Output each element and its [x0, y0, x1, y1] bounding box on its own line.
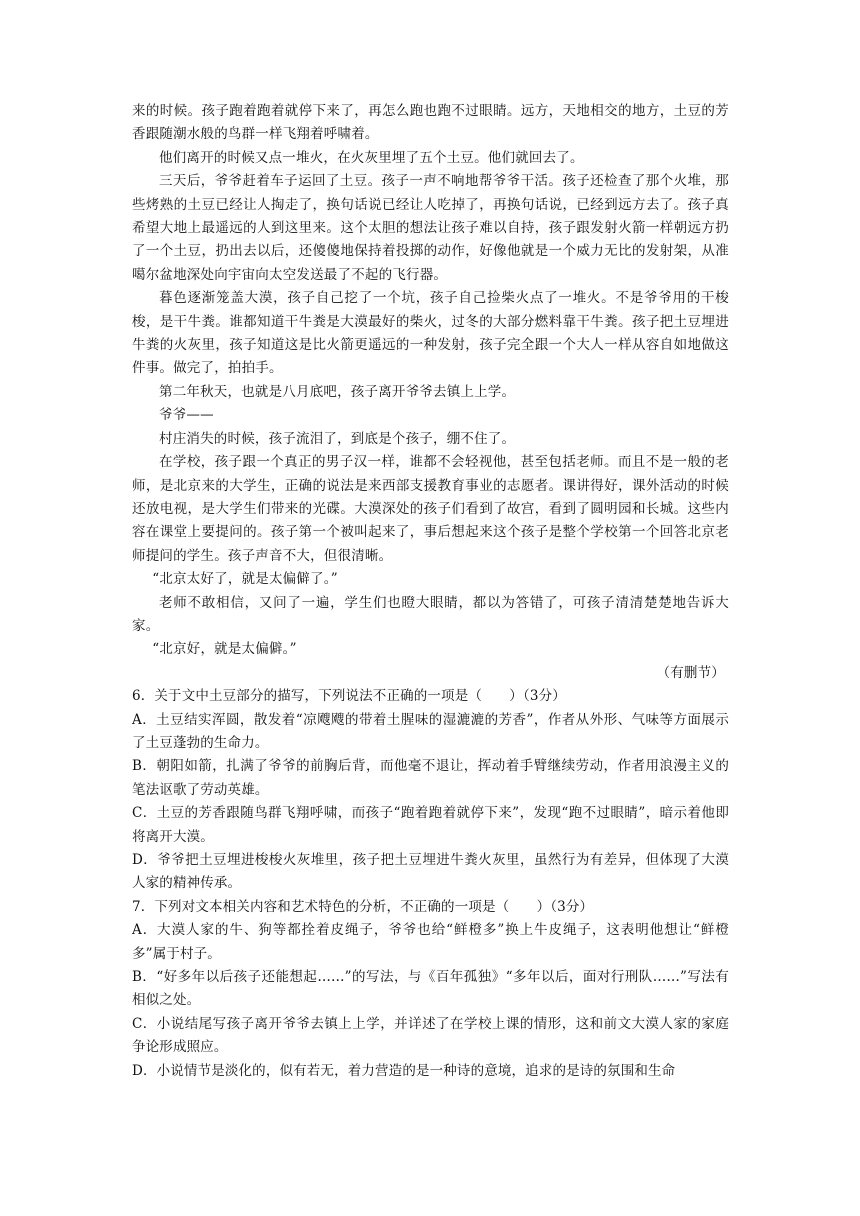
option-b: B．朝阳如箭，扎满了爷爷的前胸后背，而他毫不退让，挥动着手臂继续劳动，作者用浪漫主义的笔法讴歌了劳动英雄。 [132, 758, 729, 798]
passage-paragraph: 他们离开的时候又点一堆火，在火灰里埋了五个土豆。他们就回去了。 [159, 149, 584, 166]
option-a: A．大漠人家的牛、狗等都拴着皮绳子，爷爷也给“鲜橙多”换上牛皮绳子，这表明他想让“鲜橙多”属于村子。 [132, 922, 729, 962]
passage-dialogue: “北京好，就是太偏僻。” [152, 641, 297, 658]
option-d: D．小说情节是淡化的，似有若无，着力营造的是一种诗的意境，追求的是诗的氛围和生命 [132, 1062, 676, 1079]
passage-paragraph: 暮色逐渐笼盖大漠，孩子自己挖了一个坑，孩子自己捡柴火点了一堆火。不是爷爷用的干梭梭，是干牛粪。谁都知道干牛粪是大漠最好的柴火，过冬的大部分燃料靠干牛粪。孩子把土豆埋进牛粪的火灰里，孩子知道这是比火箭更遥远的一种发射，孩子完全跟一个大人一样从容自如地做这件事。做完了，拍拍手。 [132, 290, 729, 377]
passage-paragraph: 村庄消失的时候，孩子流泪了，到底是个孩子，绷不住了。 [159, 430, 516, 447]
option-c: C．土豆的芳香跟随鸟群飞翔呼啸，而孩子“跑着跑着就停下来”，发现“跑不过眼睛”，暗示着他即将离开大漠。 [132, 805, 729, 845]
passage-paragraph: 三天后，爷爷赶着车子运回了土豆。孩子一声不响地帮爷爷干活。孩子还检查了那个火堆，那些烤熟的土豆已经让人掏走了，换句话说已经让人吃掉了，再换句话说，已经到远方去了。孩子真希望大地上最遥远的人到这里来。这个太胆的想法让孩子难以自持，孩子跟发射火箭一样朝远方扔了一个土豆，扔出去以后，还傻傻地保持着投掷的动作，好像他就是一个威力无比的发射架，从准噶尔盆地深处向宇宙向太空发送最了不起的飞行器。 [132, 173, 729, 283]
option-d: D．爷爷把土豆埋进梭梭火灰堆里，孩子把土豆埋进牛粪火灰里，虽然行为有差异，但体现了大漠人家的精神传承。 [132, 852, 729, 892]
option-b: B．“好多年以后孩子还能想起……”的写法，与《百年孤独》“多年以后，面对行刑队……”写法有相似之处。 [132, 969, 729, 1009]
passage-paragraph-continued: 来的时候。孩子跑着跑着就停下来了，再怎么跑也跑不过眼睛。远方，天地相交的地方，土豆的芳香跟随潮水般的鸟群一样飞翔着呼啸着。 [132, 103, 729, 143]
passage-paragraph: 在学校，孩子跟一个真正的男子汉一样，谁都不会轻视他，甚至包括老师。而且不是一般的老师，是北京来的大学生，正确的说法是来西部支援教育事业的志愿者。课讲得好，课外活动的时候还放电视，是大学生们带来的光碟。大漠深处的孩子们看到了故宫，看到了圆明园和长城。这些内容在课堂上要提问的。孩子第一个被叫起来了，事后想起来这个孩子是整个学校第一个回答北京老师提问的学生。孩子声音不大，但很清晰。 [132, 454, 729, 564]
question-7 [132, 896, 729, 1083]
option-a: A．土豆结实浑圆，散发着“凉飕飕的带着土腥味的湿漉漉的芳香”，作者从外形、气味等方面展示了土豆蓬勃的生命力。 [132, 711, 729, 751]
passage-paragraph: 老师不敢相信，又问了一遍，学生们也瞪大眼睛，都以为答错了，可孩子清清楚楚地告诉大家。 [132, 594, 729, 634]
option-c: C．小说结尾写孩子离开爷爷去镇上上学，并详述了在学校上课的情形，这和前文大漠人家的家庭争论形成照应。 [132, 1015, 729, 1056]
passage-dialogue: “北京太好了，就是太偏僻了。” [152, 571, 338, 588]
passage-paragraph: 爷爷—— [159, 407, 214, 424]
question-6 [132, 685, 729, 896]
question-stem: 6．关于文中土豆部分的描写，下列说法不正确的一项是（ ）（3分） [132, 688, 566, 705]
abridged-note: （有删节） [656, 664, 725, 681]
document-content [132, 100, 729, 1083]
question-stem: 7．下列对文本相关内容和艺术特色的分析，不正确的一项是（ ）（3分） [132, 898, 594, 915]
passage-paragraph: 第二年秋天，也就是八月底吧，孩子离开爷爷去镇上上学。 [159, 383, 516, 400]
